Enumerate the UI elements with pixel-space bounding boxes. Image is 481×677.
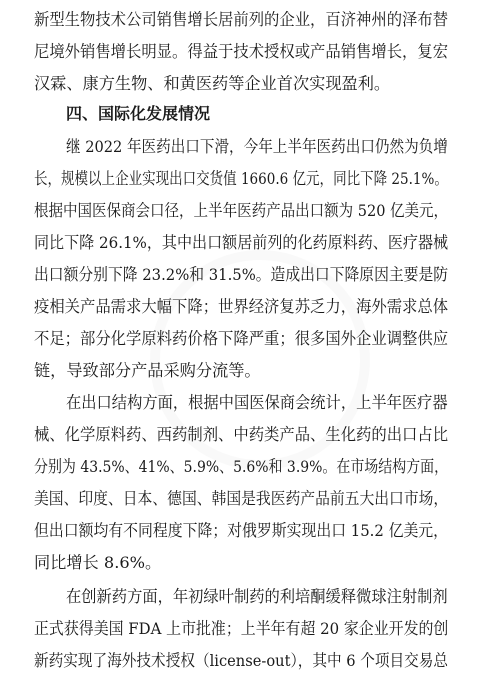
text-line-content: 链，导致部分产品采购分流等。 bbox=[34, 361, 261, 380]
text-line bbox=[0, 581, 481, 613]
text-line-content: 根据中国医保商会口径，上半年医药产品出口额为 520 亿美元， bbox=[34, 201, 449, 220]
section-heading-text: 四、国际化发展情况 bbox=[66, 104, 211, 123]
text-line bbox=[0, 323, 481, 355]
text-line bbox=[0, 68, 481, 100]
text-line bbox=[0, 36, 481, 68]
text-line-content: 不足；部分化学原料药价格下降严重；很多国外企业调整供应 bbox=[34, 329, 449, 348]
text-line bbox=[0, 515, 481, 547]
text-line-content: 美国、印度、日本、德国、韩国是我医药产品前五大出口市场， bbox=[34, 489, 449, 508]
text-line bbox=[0, 483, 481, 515]
text-line-content: 械、化学原料药、西药制剂、中药类产品、生化药的出口占比 bbox=[34, 425, 449, 444]
text-line bbox=[0, 613, 481, 645]
text-line-content: 在创新药方面，年初绿叶制药的利培酮缓释微球注射制剂 bbox=[66, 587, 448, 606]
text-line-content: 新药实现了海外技术授权（license-out），其中 6 个项目交易总 bbox=[34, 651, 449, 670]
text-line bbox=[0, 387, 481, 419]
text-line-content: 尼境外销售增长明显。得益于技术授权或产品销售增长，复宏 bbox=[34, 42, 449, 61]
text-line-content: 汉霖、康方生物、和黄医药等企业首次实现盈利。 bbox=[34, 74, 391, 93]
text-line-content: 长，规模以上企业实现出口交货值 1660.6 亿元，同比下降 25.1%。 bbox=[34, 169, 448, 188]
text-line bbox=[0, 419, 481, 451]
text-line-content: 但出口额均有不同程度下降；对俄罗斯实现出口 15.2 亿美元， bbox=[34, 521, 449, 540]
text-line bbox=[0, 291, 481, 323]
text-line-content: 出口额分别下降 23.2%和 31.5%。造成出口下降原因主要是防 bbox=[34, 265, 449, 284]
text-line-content: 疫相关产品需求大幅下降；世界经济复苏乏力，海外需求总体 bbox=[34, 297, 449, 316]
text-line-content: 分别为 43.5%、41%、5.9%、5.6%和 3.9%。在市场结构方面， bbox=[34, 457, 449, 476]
text-line bbox=[0, 259, 481, 291]
text-line-content: 正式获得美国 FDA 上市批准；上半年有超 20 家企业开发的创 bbox=[34, 619, 449, 638]
text-line bbox=[0, 131, 481, 163]
text-line bbox=[0, 645, 481, 677]
section-heading bbox=[0, 98, 481, 130]
text-line-content: 在出口结构方面，根据中国医保商会统计，上半年医疗器 bbox=[66, 393, 448, 412]
text-line bbox=[0, 355, 481, 387]
text-line-content: 新型生物技术公司销售增长居前列的企业，百济神州的泽布替 bbox=[34, 10, 449, 29]
text-line-content: 同比下降 26.1%，其中出口额居前列的化药原料药、医疗器械 bbox=[34, 233, 449, 252]
text-line bbox=[0, 195, 481, 227]
text-line bbox=[0, 227, 481, 259]
text-line bbox=[0, 163, 481, 195]
text-line-content: 继 2022 年医药出口下滑，今年上半年医药出口仍然为负增 bbox=[66, 137, 448, 156]
text-line-content: 同比增长 8.6%。 bbox=[34, 553, 162, 572]
text-line bbox=[0, 547, 481, 579]
text-line bbox=[0, 451, 481, 483]
text-line bbox=[0, 4, 481, 36]
